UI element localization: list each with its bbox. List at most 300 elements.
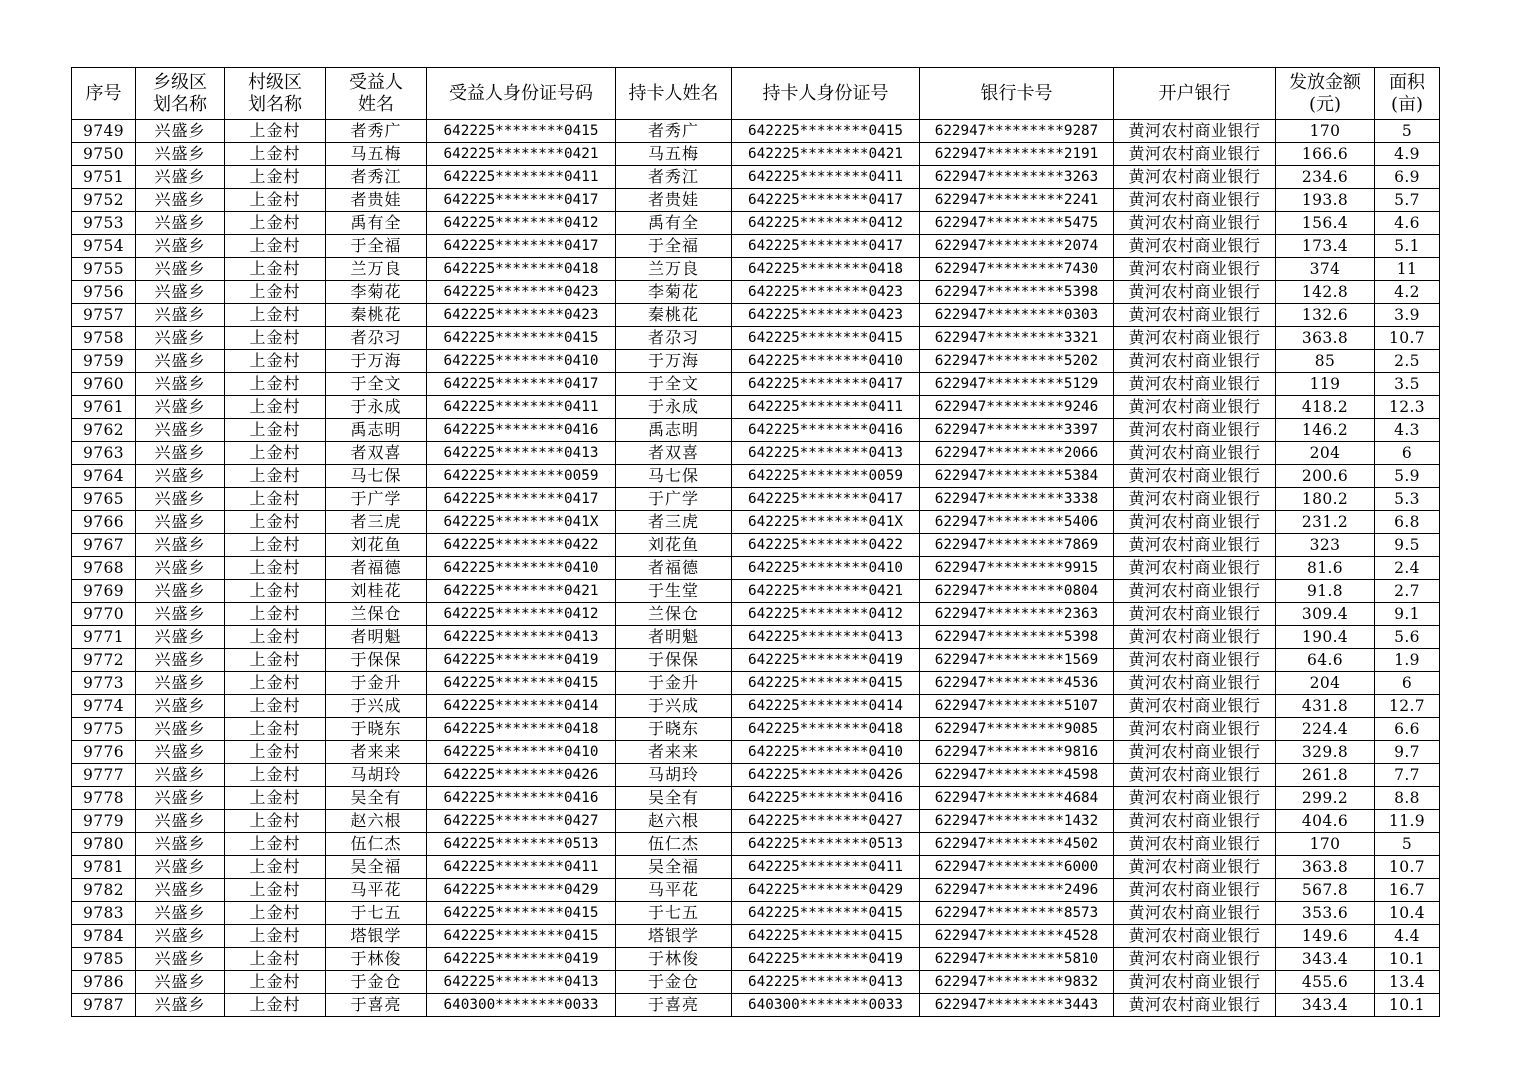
cell-beneficiary-id: 642225********0429 [427,879,616,902]
cell-cardholder-id: 642225********0418 [732,258,920,281]
cell-bank: 黄河农村商业银行 [1114,879,1276,902]
cell-bank: 黄河农村商业银行 [1114,626,1276,649]
table-row [72,603,1440,626]
cell-cardholder: 于喜亮 [616,994,732,1017]
cell-village: 上金村 [225,120,326,143]
cell-cardholder: 于林俊 [616,948,732,971]
cell-cardholder-id: 642225********0423 [732,281,920,304]
cell-beneficiary: 于保保 [326,649,427,672]
cell-beneficiary-id: 642225********0513 [427,833,616,856]
table-row [72,649,1440,672]
cell-card-no: 622947*********5107 [920,695,1114,718]
cell-cardholder-id: 642225********0410 [732,741,920,764]
table-row [72,810,1440,833]
cell-beneficiary-id: 642225********0416 [427,419,616,442]
cell-cardholder: 兰保仓 [616,603,732,626]
cell-cardholder-id: 642225********0411 [732,166,920,189]
cell-bank: 黄河农村商业银行 [1114,465,1276,488]
cell-bank: 黄河农村商业银行 [1114,419,1276,442]
cell-cardholder: 秦桃花 [616,304,732,327]
cell-beneficiary-id: 642225********0421 [427,580,616,603]
cell-area: 10.7 [1375,856,1440,879]
cell-amount: 363.8 [1276,856,1375,879]
cell-area: 2.7 [1375,580,1440,603]
cell-seq: 9778 [72,787,136,810]
cell-card-no: 622947*********4528 [920,925,1114,948]
table-row [72,718,1440,741]
cell-amount: 404.6 [1276,810,1375,833]
cell-card-no: 622947*********3443 [920,994,1114,1017]
header-seq: 序号 [72,68,136,120]
cell-beneficiary-id: 640300********0033 [427,994,616,1017]
cell-beneficiary-id: 642225********0421 [427,143,616,166]
cell-village: 上金村 [225,373,326,396]
cell-beneficiary: 马胡玲 [326,764,427,787]
cell-card-no: 622947*********9287 [920,120,1114,143]
cell-bank: 黄河农村商业银行 [1114,534,1276,557]
cell-seq: 9781 [72,856,136,879]
cell-area: 4.9 [1375,143,1440,166]
cell-beneficiary: 兰万良 [326,258,427,281]
header-village-text: 村级区 划名称 [248,71,302,115]
cell-amount: 119 [1276,373,1375,396]
cell-seq: 9769 [72,580,136,603]
cell-township: 兴盛乡 [136,741,225,764]
cell-area: 5 [1375,120,1440,143]
cell-beneficiary: 马七保 [326,465,427,488]
cell-beneficiary: 于金升 [326,672,427,695]
cell-cardholder-id: 642225********0416 [732,419,920,442]
cell-area: 9.1 [1375,603,1440,626]
cell-cardholder: 李菊花 [616,281,732,304]
cell-beneficiary: 刘花鱼 [326,534,427,557]
cell-amount: 193.8 [1276,189,1375,212]
cell-seq: 9770 [72,603,136,626]
cell-seq: 9763 [72,442,136,465]
cell-beneficiary: 吴全福 [326,856,427,879]
cell-seq: 9764 [72,465,136,488]
cell-card-no: 622947*********4502 [920,833,1114,856]
cell-cardholder: 吴全有 [616,787,732,810]
cell-area: 10.7 [1375,327,1440,350]
cell-bank: 黄河农村商业银行 [1114,971,1276,994]
header-cardholder-id: 持卡人身份证号 [732,68,920,120]
cell-seq: 9757 [72,304,136,327]
cell-seq: 9760 [72,373,136,396]
header-amount [1276,68,1375,120]
cell-cardholder: 者双喜 [616,442,732,465]
cell-card-no: 622947*********7430 [920,258,1114,281]
cell-bank: 黄河农村商业银行 [1114,396,1276,419]
cell-beneficiary-id: 642225********0415 [427,672,616,695]
cell-village: 上金村 [225,488,326,511]
table-row [72,925,1440,948]
table-row [72,787,1440,810]
cell-card-no: 622947*********5810 [920,948,1114,971]
cell-amount: 146.2 [1276,419,1375,442]
table-row [72,948,1440,971]
cell-cardholder: 者尕习 [616,327,732,350]
cell-seq: 9762 [72,419,136,442]
cell-cardholder-id: 642225********0415 [732,120,920,143]
cell-township: 兴盛乡 [136,534,225,557]
subsidy-payment-table [71,67,1440,1017]
cell-amount: 224.4 [1276,718,1375,741]
cell-cardholder-id: 642225********0422 [732,534,920,557]
cell-beneficiary: 于金仓 [326,971,427,994]
cell-cardholder-id: 642225********0413 [732,442,920,465]
cell-cardholder: 马五梅 [616,143,732,166]
cell-cardholder-id: 642225********0415 [732,327,920,350]
cell-cardholder: 于全福 [616,235,732,258]
cell-amount: 81.6 [1276,557,1375,580]
cell-beneficiary-id: 642225********0418 [427,718,616,741]
cell-township: 兴盛乡 [136,856,225,879]
cell-amount: 149.6 [1276,925,1375,948]
cell-cardholder-id: 640300********0033 [732,994,920,1017]
header-card-no: 银行卡号 [920,68,1114,120]
cell-seq: 9754 [72,235,136,258]
table-row [72,856,1440,879]
cell-beneficiary: 于永成 [326,396,427,419]
cell-bank: 黄河农村商业银行 [1114,764,1276,787]
cell-beneficiary-id: 642225********0413 [427,971,616,994]
cell-village: 上金村 [225,879,326,902]
cell-township: 兴盛乡 [136,925,225,948]
cell-amount: 363.8 [1276,327,1375,350]
cell-card-no: 622947*********9246 [920,396,1114,419]
cell-village: 上金村 [225,764,326,787]
cell-beneficiary: 吴全有 [326,787,427,810]
cell-beneficiary: 者福德 [326,557,427,580]
cell-village: 上金村 [225,741,326,764]
cell-cardholder: 于万海 [616,350,732,373]
cell-cardholder-id: 642225********0416 [732,787,920,810]
cell-beneficiary-id: 642225********0418 [427,258,616,281]
header-cardholder: 持卡人姓名 [616,68,732,120]
cell-village: 上金村 [225,833,326,856]
cell-beneficiary-id: 642225********0419 [427,649,616,672]
cell-township: 兴盛乡 [136,212,225,235]
cell-bank: 黄河农村商业银行 [1114,557,1276,580]
cell-amount: 309.4 [1276,603,1375,626]
cell-cardholder-id: 642225********0427 [732,810,920,833]
table-row [72,879,1440,902]
cell-area: 6 [1375,672,1440,695]
cell-township: 兴盛乡 [136,350,225,373]
cell-township: 兴盛乡 [136,649,225,672]
cell-cardholder-id: 642225********041X [732,511,920,534]
cell-beneficiary: 秦桃花 [326,304,427,327]
cell-card-no: 622947*********3338 [920,488,1114,511]
cell-township: 兴盛乡 [136,120,225,143]
cell-cardholder: 马胡玲 [616,764,732,787]
header-township [136,68,225,120]
cell-seq: 9758 [72,327,136,350]
table-row [72,672,1440,695]
cell-bank: 黄河农村商业银行 [1114,741,1276,764]
cell-village: 上金村 [225,419,326,442]
cell-area: 7.7 [1375,764,1440,787]
cell-seq: 9759 [72,350,136,373]
cell-area: 11 [1375,258,1440,281]
cell-amount: 200.6 [1276,465,1375,488]
cell-village: 上金村 [225,465,326,488]
cell-township: 兴盛乡 [136,902,225,925]
cell-bank: 黄河农村商业银行 [1114,994,1276,1017]
cell-township: 兴盛乡 [136,166,225,189]
cell-seq: 9782 [72,879,136,902]
cell-area: 13.4 [1375,971,1440,994]
cell-township: 兴盛乡 [136,580,225,603]
table-row [72,534,1440,557]
cell-bank: 黄河农村商业银行 [1114,925,1276,948]
cell-amount: 170 [1276,120,1375,143]
header-beneficiary [326,68,427,120]
cell-township: 兴盛乡 [136,511,225,534]
cell-cardholder: 塔银学 [616,925,732,948]
cell-bank: 黄河农村商业银行 [1114,281,1276,304]
header-township-text: 乡级区 划名称 [153,71,207,115]
cell-village: 上金村 [225,925,326,948]
cell-seq: 9751 [72,166,136,189]
cell-township: 兴盛乡 [136,948,225,971]
cell-area: 16.7 [1375,879,1440,902]
cell-card-no: 622947*********1432 [920,810,1114,833]
cell-cardholder-id: 642225********0415 [732,902,920,925]
cell-amount: 180.2 [1276,488,1375,511]
cell-village: 上金村 [225,856,326,879]
cell-area: 4.4 [1375,925,1440,948]
cell-seq: 9765 [72,488,136,511]
cell-amount: 567.8 [1276,879,1375,902]
cell-beneficiary-id: 642225********0427 [427,810,616,833]
cell-area: 12.7 [1375,695,1440,718]
cell-village: 上金村 [225,994,326,1017]
cell-bank: 黄河农村商业银行 [1114,810,1276,833]
cell-cardholder-id: 642225********0417 [732,373,920,396]
table-row [72,465,1440,488]
cell-seq: 9779 [72,810,136,833]
cell-cardholder-id: 642225********0426 [732,764,920,787]
cell-card-no: 622947*********9816 [920,741,1114,764]
cell-township: 兴盛乡 [136,695,225,718]
cell-card-no: 622947*********7869 [920,534,1114,557]
cell-card-no: 622947*********5202 [920,350,1114,373]
cell-card-no: 622947*********5406 [920,511,1114,534]
cell-card-no: 622947*********0303 [920,304,1114,327]
cell-card-no: 622947*********5384 [920,465,1114,488]
cell-beneficiary-id: 642225********0422 [427,534,616,557]
cell-area: 10.4 [1375,902,1440,925]
cell-bank: 黄河农村商业银行 [1114,718,1276,741]
cell-seq: 9776 [72,741,136,764]
cell-area: 5.9 [1375,465,1440,488]
cell-beneficiary: 者三虎 [326,511,427,534]
cell-card-no: 622947*********3397 [920,419,1114,442]
cell-cardholder-id: 642225********0411 [732,856,920,879]
cell-cardholder: 禹志明 [616,419,732,442]
cell-amount: 374 [1276,258,1375,281]
cell-village: 上金村 [225,580,326,603]
cell-beneficiary: 者双喜 [326,442,427,465]
header-village [225,68,326,120]
cell-beneficiary-id: 642225********041X [427,511,616,534]
cell-bank: 黄河农村商业银行 [1114,511,1276,534]
cell-cardholder: 于金仓 [616,971,732,994]
cell-village: 上金村 [225,948,326,971]
cell-beneficiary: 于晓东 [326,718,427,741]
cell-area: 2.5 [1375,350,1440,373]
cell-area: 10.1 [1375,994,1440,1017]
cell-seq: 9780 [72,833,136,856]
cell-village: 上金村 [225,304,326,327]
cell-card-no: 622947*********9832 [920,971,1114,994]
cell-area: 3.5 [1375,373,1440,396]
cell-amount: 142.8 [1276,281,1375,304]
cell-beneficiary-id: 642225********0415 [427,327,616,350]
table-row [72,488,1440,511]
cell-village: 上金村 [225,557,326,580]
cell-amount: 431.8 [1276,695,1375,718]
cell-township: 兴盛乡 [136,764,225,787]
cell-beneficiary: 者尕习 [326,327,427,350]
cell-area: 5.7 [1375,189,1440,212]
cell-beneficiary: 李菊花 [326,281,427,304]
cell-area: 1.9 [1375,649,1440,672]
cell-cardholder-id: 642225********0417 [732,235,920,258]
cell-beneficiary: 于兴成 [326,695,427,718]
cell-beneficiary-id: 642225********0410 [427,350,616,373]
cell-bank: 黄河农村商业银行 [1114,787,1276,810]
cell-beneficiary: 于万海 [326,350,427,373]
cell-village: 上金村 [225,396,326,419]
cell-seq: 9768 [72,557,136,580]
cell-area: 5.3 [1375,488,1440,511]
table-row [72,396,1440,419]
cell-village: 上金村 [225,235,326,258]
cell-village: 上金村 [225,534,326,557]
cell-township: 兴盛乡 [136,281,225,304]
cell-cardholder: 刘花鱼 [616,534,732,557]
cell-amount: 343.4 [1276,994,1375,1017]
cell-amount: 343.4 [1276,948,1375,971]
cell-cardholder: 禹有全 [616,212,732,235]
cell-bank: 黄河农村商业银行 [1114,258,1276,281]
table-row [72,304,1440,327]
cell-beneficiary: 者明魁 [326,626,427,649]
cell-beneficiary: 者秀广 [326,120,427,143]
cell-bank: 黄河农村商业银行 [1114,695,1276,718]
cell-bank: 黄河农村商业银行 [1114,672,1276,695]
cell-seq: 9761 [72,396,136,419]
cell-cardholder-id: 642225********0410 [732,350,920,373]
cell-cardholder-id: 642225********0415 [732,672,920,695]
cell-area: 3.9 [1375,304,1440,327]
cell-cardholder: 者来来 [616,741,732,764]
cell-village: 上金村 [225,212,326,235]
cell-cardholder: 者福德 [616,557,732,580]
cell-beneficiary: 于全文 [326,373,427,396]
table-row [72,764,1440,787]
table-row [72,833,1440,856]
table-row [72,350,1440,373]
cell-beneficiary-id: 642225********0423 [427,281,616,304]
table-row [72,373,1440,396]
cell-beneficiary-id: 642225********0417 [427,235,616,258]
cell-township: 兴盛乡 [136,557,225,580]
cell-card-no: 622947*********2066 [920,442,1114,465]
cell-cardholder: 兰万良 [616,258,732,281]
cell-amount: 329.8 [1276,741,1375,764]
cell-beneficiary: 于林俊 [326,948,427,971]
cell-seq: 9749 [72,120,136,143]
cell-village: 上金村 [225,810,326,833]
cell-card-no: 622947*********2241 [920,189,1114,212]
cell-bank: 黄河农村商业银行 [1114,948,1276,971]
cell-beneficiary: 禹有全 [326,212,427,235]
cell-card-no: 622947*********5398 [920,281,1114,304]
cell-beneficiary: 伍仁杰 [326,833,427,856]
cell-bank: 黄河农村商业银行 [1114,235,1276,258]
table-row [72,994,1440,1017]
cell-cardholder-id: 642225********0429 [732,879,920,902]
cell-seq: 9766 [72,511,136,534]
cell-township: 兴盛乡 [136,994,225,1017]
cell-cardholder: 于永成 [616,396,732,419]
cell-beneficiary: 马平花 [326,879,427,902]
cell-beneficiary-id: 642225********0417 [427,373,616,396]
cell-cardholder-id: 642225********0513 [732,833,920,856]
cell-seq: 9774 [72,695,136,718]
cell-village: 上金村 [225,442,326,465]
cell-cardholder-id: 642225********0418 [732,718,920,741]
cell-township: 兴盛乡 [136,879,225,902]
cell-village: 上金村 [225,971,326,994]
cell-bank: 黄河农村商业银行 [1114,212,1276,235]
cell-bank: 黄河农村商业银行 [1114,833,1276,856]
cell-beneficiary: 马五梅 [326,143,427,166]
cell-amount: 231.2 [1276,511,1375,534]
cell-cardholder: 马平花 [616,879,732,902]
cell-beneficiary-id: 642225********0059 [427,465,616,488]
cell-beneficiary-id: 642225********0412 [427,603,616,626]
table-row [72,258,1440,281]
table-row [72,741,1440,764]
cell-card-no: 622947*********3263 [920,166,1114,189]
cell-cardholder-id: 642225********0421 [732,580,920,603]
cell-amount: 204 [1276,442,1375,465]
table-row [72,971,1440,994]
cell-area: 2.4 [1375,557,1440,580]
cell-beneficiary-id: 642225********0426 [427,764,616,787]
cell-cardholder: 于全文 [616,373,732,396]
header-row [72,68,1440,120]
cell-beneficiary-id: 642225********0419 [427,948,616,971]
cell-area: 5 [1375,833,1440,856]
cell-bank: 黄河农村商业银行 [1114,856,1276,879]
table-row [72,120,1440,143]
cell-cardholder: 者秀广 [616,120,732,143]
cell-township: 兴盛乡 [136,626,225,649]
cell-card-no: 622947*********4684 [920,787,1114,810]
table-row [72,626,1440,649]
cell-seq: 9786 [72,971,136,994]
cell-village: 上金村 [225,672,326,695]
cell-village: 上金村 [225,189,326,212]
cell-area: 4.2 [1375,281,1440,304]
cell-bank: 黄河农村商业银行 [1114,373,1276,396]
